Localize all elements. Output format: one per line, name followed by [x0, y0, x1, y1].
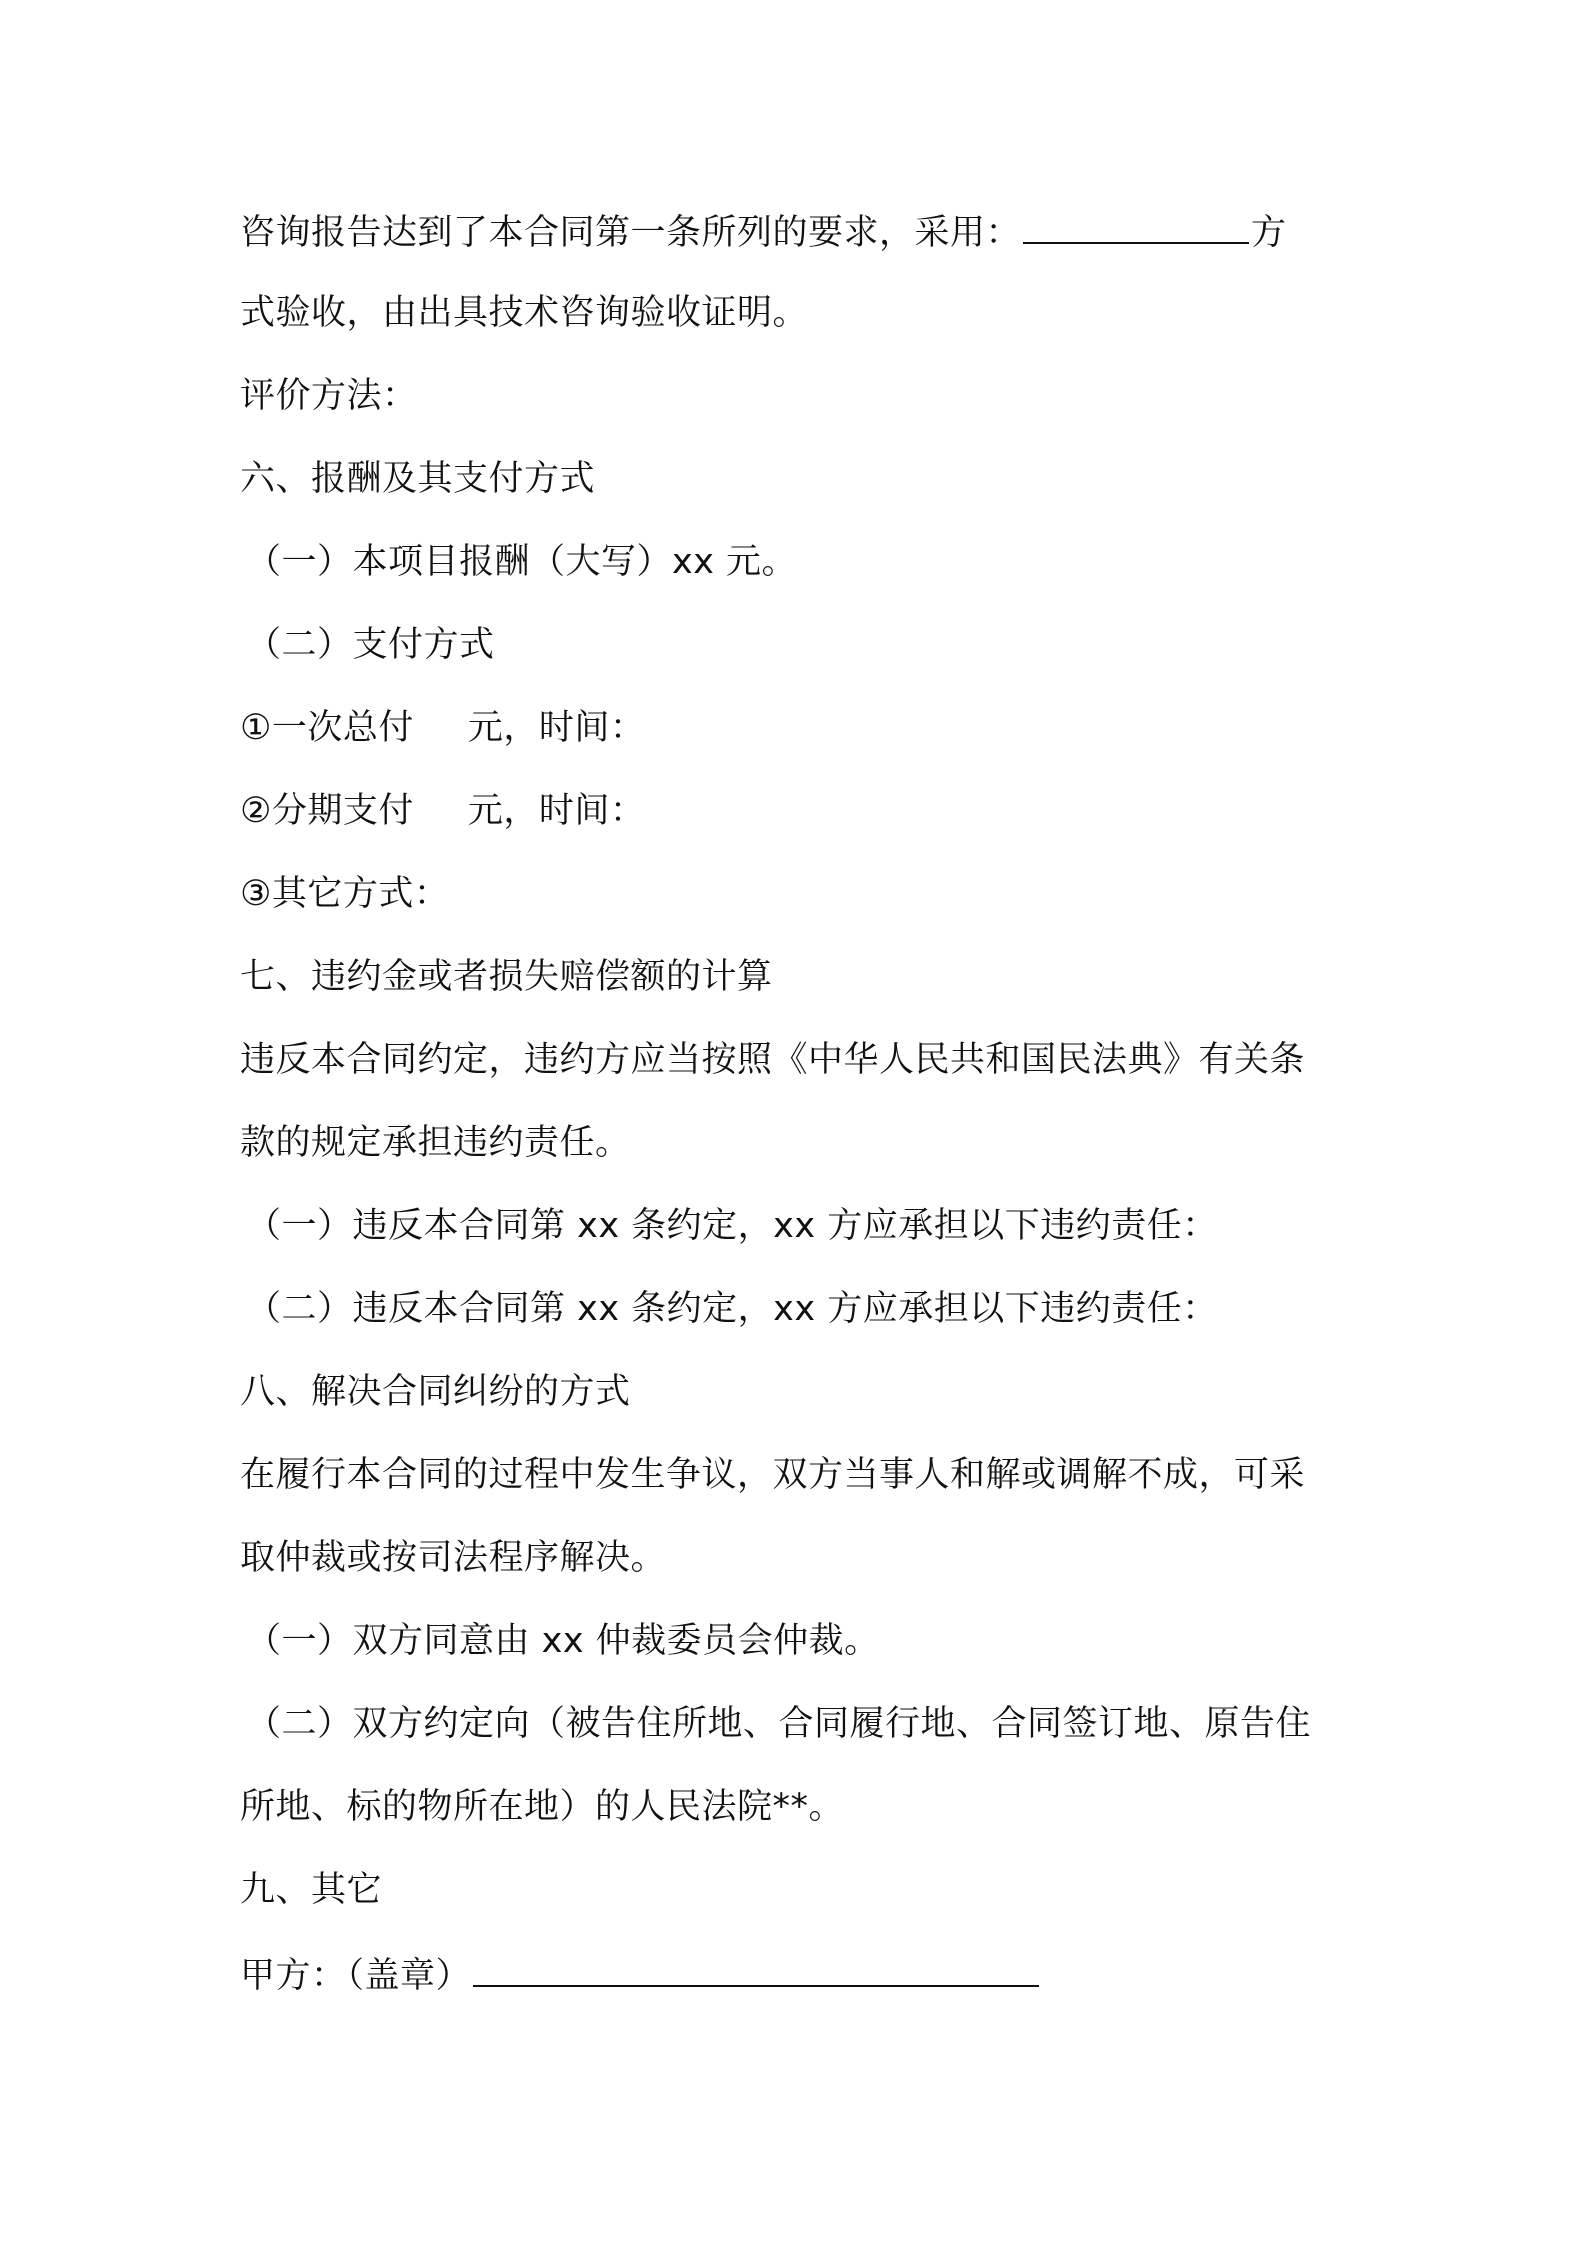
section-8-paragraph-line-1: 在履行本合同的过程中发生争议，双方当事人和解或调解不成，可采	[240, 1455, 1306, 1495]
installment-label: ②分期支付	[240, 791, 414, 831]
section-8-item-2-line-2: 所地、标的物所在地）的人民法院**。	[240, 1787, 845, 1827]
section-6-item-2: （二）支付方式	[246, 625, 495, 665]
section-8-paragraph-line-2: 取仲裁或按司法程序解决。	[240, 1538, 667, 1578]
section-8-item-1: （一）双方同意由 xx 仲裁委员会仲裁。	[246, 1621, 880, 1661]
section-8-item-2-line-1: （二）双方约定向（被告住所地、合同履行地、合同签订地、原告住	[246, 1704, 1312, 1744]
evaluation-method-label: 评价方法：	[240, 376, 418, 416]
section-9-heading: 九、其它	[240, 1870, 383, 1910]
acceptance-text: 咨询报告达到了本合同第一条所列的要求，采用：	[240, 213, 1022, 253]
section-6-item-1: （一）本项目报酬（大写）xx 元。	[246, 542, 798, 582]
acceptance-text-end: 方	[1251, 213, 1287, 253]
installment-time-label: 元，时间：	[467, 791, 646, 831]
party-a-seal-label: 甲方：（盖章）	[240, 1956, 472, 1996]
section-7-item-1: （一）违反本合同第 xx 条约定，xx 方应承担以下违约责任：	[246, 1206, 1218, 1246]
acceptance-method-blank	[1023, 206, 1249, 244]
party-a-seal-line	[240, 1949, 1370, 1997]
section-7-heading: 七、违约金或者损失赔偿额的计算	[240, 957, 773, 997]
payment-option-lump-sum	[240, 704, 1370, 752]
payment-option-other: ③其它方式：	[240, 874, 450, 914]
party-a-seal-blank	[473, 1949, 1039, 1987]
section-6-heading: 六、报酬及其支付方式	[240, 459, 596, 499]
section-7-paragraph-line-1: 违反本合同约定，违约方应当按照《中华人民共和国民法典》有关条	[240, 1040, 1306, 1080]
payment-option-installment	[240, 787, 1370, 835]
section-7-item-2: （二）违反本合同第 xx 条约定，xx 方应承担以下违约责任：	[246, 1289, 1218, 1329]
section-8-heading: 八、解决合同纠纷的方式	[240, 1372, 631, 1412]
paragraph-acceptance-line-1	[240, 206, 1370, 254]
lump-sum-time-label: 元，时间：	[467, 708, 646, 748]
lump-sum-label: ①一次总付	[240, 708, 414, 748]
paragraph-acceptance-line-2: 式验收，由出具技术咨询验收证明。	[240, 293, 809, 333]
section-7-paragraph-line-2: 款的规定承担违约责任。	[240, 1123, 631, 1163]
